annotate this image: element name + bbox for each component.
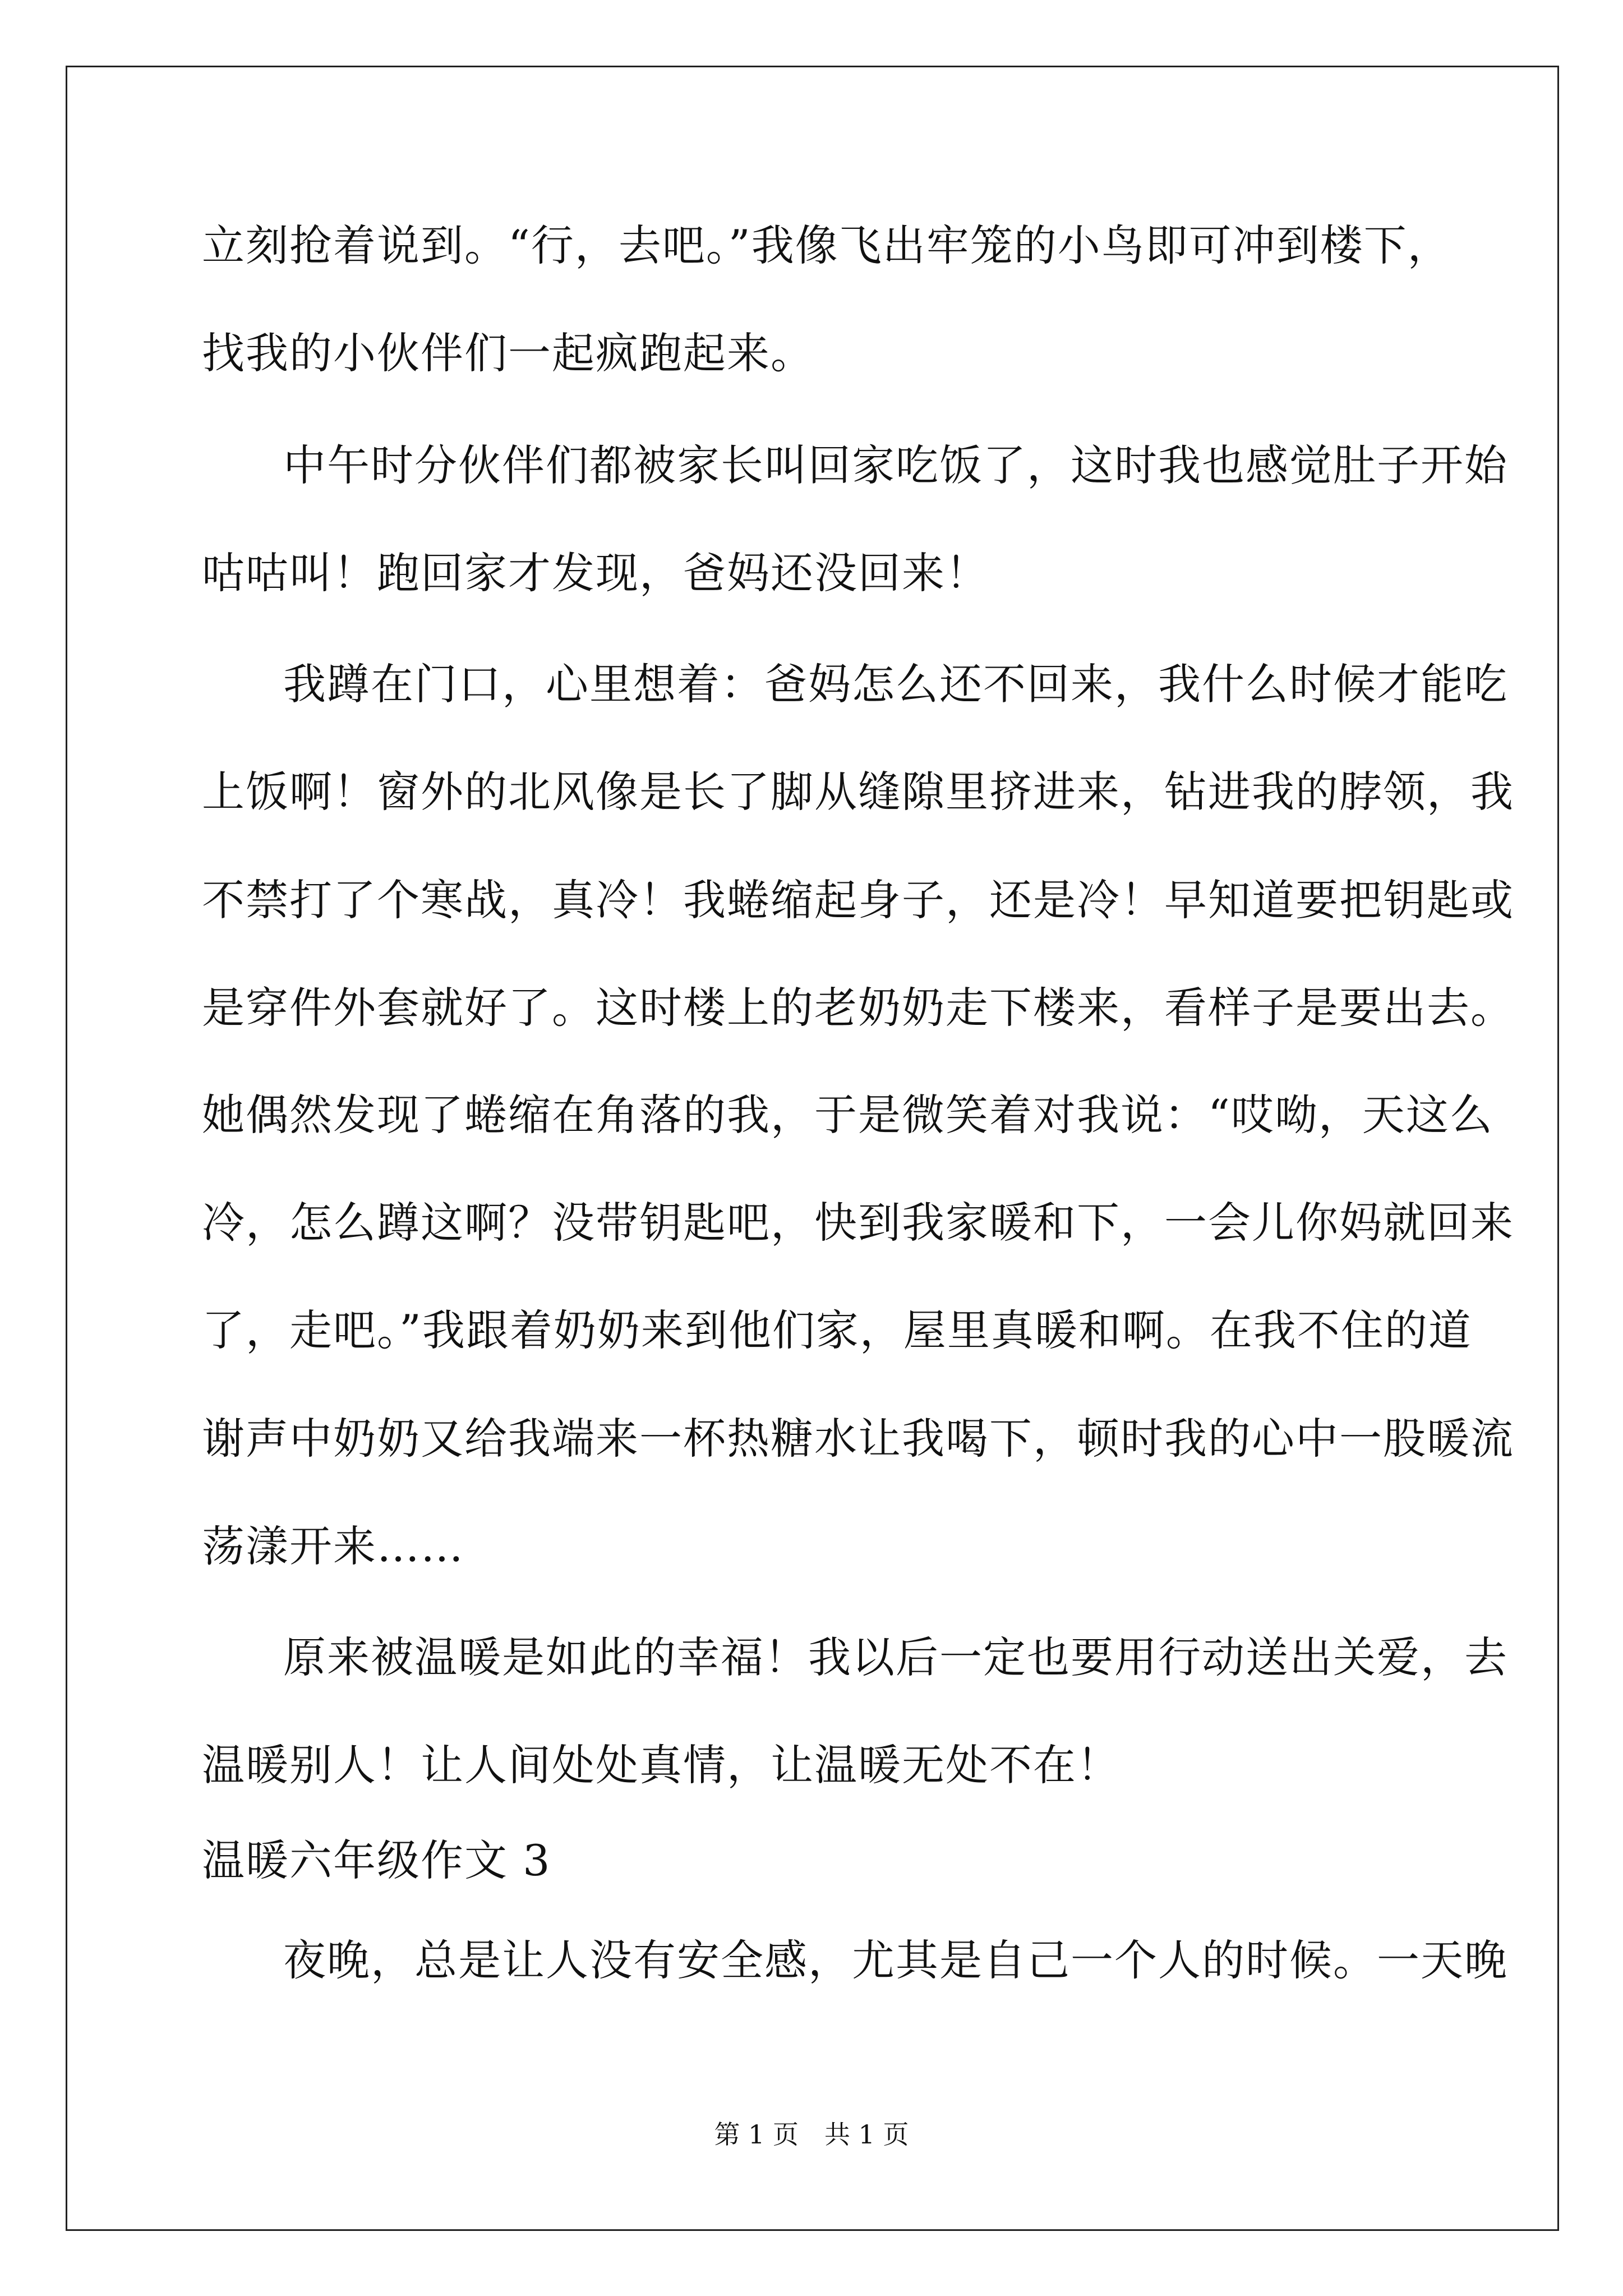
text-line: 冷，怎么蹲这啊？没带钥匙吧，快到我家暖和下，一会儿你妈就回来 [202, 1198, 1514, 1248]
text-line: 找我的小伙伴们一起疯跑起来。 [202, 328, 814, 378]
paragraph-start-line: 原来被温暖是如此的幸福！我以后一定也要用行动送出关爱，去 [283, 1632, 1508, 1682]
text-line: 荡漾开来…… [202, 1521, 464, 1571]
page-footer: 第 1 页 共 1 页 [714, 2119, 909, 2150]
page-border [66, 66, 1559, 2231]
text-line: 立刻抢着说到。“行，去吧。”我像飞出牢笼的小鸟即可冲到楼下， [202, 220, 1451, 270]
section-heading: 温暖六年级作文 3 [202, 1835, 551, 1885]
paragraph-start-line: 夜晚，总是让人没有安全感，尤其是自己一个人的时候。一天晚 [283, 1935, 1508, 1985]
text-line: 她偶然发现了蜷缩在角落的我，于是微笑着对我说：“哎呦，天这么 [202, 1090, 1493, 1140]
text-line: 不禁打了个寒战，真冷！我蜷缩起身子，还是冷！早知道要把钥匙或 [202, 875, 1514, 925]
text-line: 是穿件外套就好了。这时楼上的老奶奶走下楼来，看样子是要出去。 [202, 983, 1514, 1033]
paragraph-start-line: 中午时分伙伴们都被家长叫回家吃饭了，这时我也感觉肚子开始 [283, 440, 1508, 490]
text-line: 咕咕叫！跑回家才发现，爸妈还没回来！ [202, 548, 989, 598]
text-line: 温暖别人！让人间处处真情，让温暖无处不在！ [202, 1740, 1121, 1790]
text-line: 上饭啊！窗外的北风像是长了脚从缝隙里挤进来，钻进我的脖领，我 [202, 767, 1514, 817]
paragraph-start-line: 我蹲在门口，心里想着：爸妈怎么还不回来，我什么时候才能吃 [283, 659, 1508, 709]
text-line: 谢声中奶奶又给我端来一杯热糖水让我喝下，顿时我的心中一股暖流 [202, 1414, 1514, 1464]
text-line: 了，走吧。”我跟着奶奶来到他们家，屋里真暖和啊。在我不住的道 [202, 1305, 1472, 1355]
